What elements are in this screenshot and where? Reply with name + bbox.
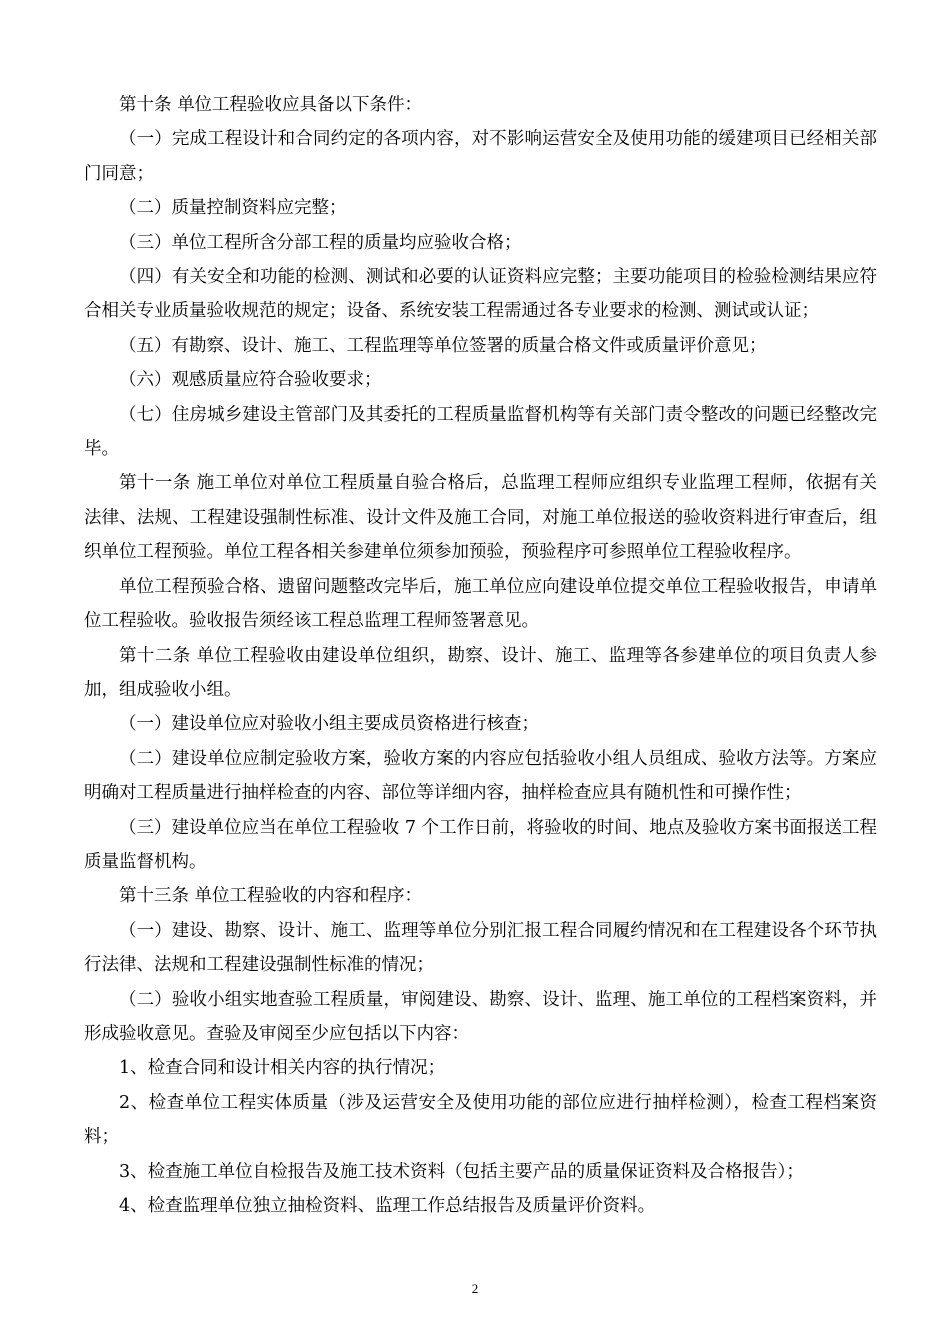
article-11-paragraph: 第十一条 施工单位对单位工程质量自验合格后，总监理工程师应组织专业监理工程师，依据有关法律、法规、工程建设强制性标准、设计文件及施工合同，对施工单位报送的验收资料进行审查后，组织单位工程预验。单位工程各相关参建单位须参加预验，预验程序可参照单位工程验收程序。 xyxy=(84,473,877,563)
article-13-item-2: （二）验收小组实地查验工程质量，审阅建设、勘察、设计、监理、施工单位的工程档案资料，并形成验收意见。查验及审阅至少应包括以下内容： xyxy=(84,989,877,1044)
article-10-item-2: （二）质量控制资料应完整； xyxy=(119,198,347,219)
article-13-subitem-3: 3、检查施工单位自检报告及施工技术资料（包括主要产品的质量保证资料及合格报告）； xyxy=(119,1161,804,1182)
article-10-item-5: （五）有勘察、设计、施工、工程监理等单位签署的质量合格文件或质量评价意见； xyxy=(119,335,767,356)
page-number: 2 xyxy=(471,1281,479,1296)
article-10-item-6: （六）观感质量应符合验收要求； xyxy=(119,370,382,391)
article-13-subitem-1: 1、检查合同和设计相关内容的执行情况； xyxy=(119,1058,446,1079)
article-12-item-2: （二）建设单位应制定验收方案，验收方案的内容应包括验收小组人员组成、验收方法等。方案应明确对工程质量进行抽样检查的内容、部位等详细内容，抽样检查应具有随机性和可操作性； xyxy=(84,748,877,804)
article-10-item-1: （一）完成工程设计和合同约定的各项内容，对不影响运营安全及使用功能的缓建项目已经相关部门同意； xyxy=(84,129,877,184)
article-13-subitem-4: 4、检查监理单位独立抽检资料、监理工作总结报告及质量评价资料。 xyxy=(119,1196,656,1216)
article-13-subitem-2: 2、检查单位工程实体质量（涉及运营安全及使用功能的部位应进行抽样检测），检查工程档案资料； xyxy=(84,1092,877,1148)
article-10-item-3: （三）单位工程所含分部工程的质量均应验收合格； xyxy=(119,232,522,253)
article-10-heading: 第十条 单位工程验收应具备以下条件： xyxy=(119,95,423,115)
article-13-heading: 第十三条 单位工程验收的内容和程序： xyxy=(119,886,423,907)
article-12-item-1: （一）建设单位应对验收小组主要成员资格进行核查； xyxy=(119,714,539,735)
article-10-item-4: （四）有关安全和功能的检测、测试和必要的认证资料应完整；主要功能项目的检验检测结果应符合相关专业质量验收规范的规定；设备、系统安装工程需通过各专业要求的检测、测试或认证； xyxy=(84,267,877,322)
article-13-item-1: （一）建设、勘察、设计、施工、监理等单位分别汇报工程合同履约情况和在工程建设各个环节执行法律、法规和工程建设强制性标准的情况； xyxy=(84,920,877,976)
article-12-paragraph: 第十二条 单位工程验收由建设单位组织，勘察、设计、施工、监理等各参建单位的项目负责人参加，组成验收小组。 xyxy=(84,645,877,700)
article-12-item-3: （三）建设单位应当在单位工程验收 7 个工作日前，将验收的时间、地点及验收方案书面报送工程质量监督机构。 xyxy=(84,817,877,872)
document-body xyxy=(84,88,877,1223)
article-11-continuation: 单位工程预验合格、遗留问题整改完毕后，施工单位应向建设单位提交单位工程验收报告，申请单位工程验收。验收报告须经该工程总监理工程师签署意见。 xyxy=(84,576,877,632)
article-10-item-7: （七）住房城乡建设主管部门及其委托的工程质量监督机构等有关部门责令整改的问题已经整改完毕。 xyxy=(84,404,877,460)
